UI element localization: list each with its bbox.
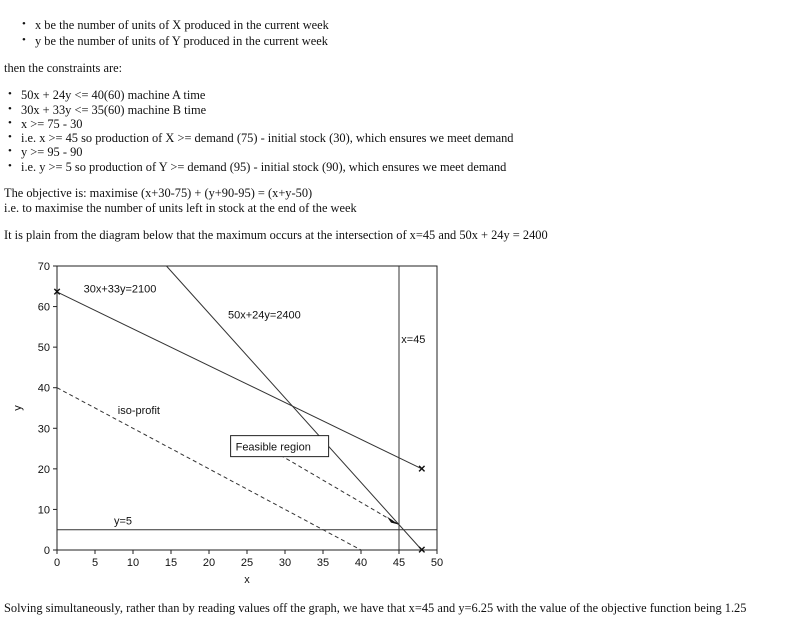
- series-label-2: x=45: [401, 334, 426, 347]
- label-layer: [84, 283, 426, 527]
- constraint-machine-a: • 50x + 24y <= 40(60) machine A time: [21, 88, 205, 103]
- axis-ticks-layer: [38, 261, 443, 569]
- x-tick-label-9: 45: [392, 557, 406, 569]
- plot-frame: [57, 266, 437, 550]
- x-tick-label-8: 40: [354, 557, 368, 569]
- series-label-3: y=5: [114, 515, 133, 528]
- x-axis-label: x: [244, 574, 250, 586]
- objective-line-1: The objective is: maximise (x+30-75) + (y+90-95) = (x+y-50): [4, 186, 313, 200]
- constraints-intro: then the constraints are:: [4, 61, 123, 75]
- x-tick-label-7: 35: [316, 557, 330, 569]
- y-axis-label: y: [12, 405, 24, 411]
- chart-svg: [0, 250, 470, 595]
- series-layer: [57, 266, 437, 550]
- x-tick-label-5: 25: [240, 557, 254, 569]
- x-tick-label-2: 10: [126, 557, 140, 569]
- definition-y: • y be the number of units of Y produced in the current week: [35, 34, 328, 49]
- constraint-y-explanation: • i.e. y >= 5 so production of Y >= demand (95) - initial stock (90), which ensures we meet demand: [21, 160, 506, 175]
- x-tick-label-10: 50: [430, 557, 444, 569]
- linear-programming-chart: [0, 250, 470, 595]
- series-line-1: [166, 266, 421, 550]
- x-tick-label-6: 30: [278, 557, 292, 569]
- y-tick-label-3: 30: [37, 423, 50, 436]
- marker-layer: [53, 284, 426, 557]
- y-tick-label-4: 40: [37, 382, 50, 395]
- x-tick-label-3: 15: [164, 557, 178, 569]
- marker-0: ×: [53, 283, 61, 299]
- y-tick-label-0: 0: [43, 545, 50, 557]
- constraint-machine-b: • 30x + 33y <= 35(60) machine B time: [21, 103, 206, 118]
- conclusion: Solving simultaneously, rather than by reading values off the graph, we have that x=45 and y=6.25 with the value of the objective function being 1.25: [4, 601, 747, 615]
- x-tick-label-4: 20: [202, 557, 216, 569]
- constraint-x-explanation: • i.e. x >= 45 so production of X >= demand (75) - initial stock (30), which ensures we meet demand: [21, 131, 514, 146]
- series-label-4: iso-profit: [117, 405, 160, 418]
- definition-x: • x be the number of units of X produced in the current week: [35, 18, 329, 33]
- marker-2: ×: [418, 542, 426, 557]
- marker-1: ×: [418, 460, 426, 476]
- y-tick-label-7: 70: [37, 261, 50, 273]
- x-tick-label-0: 0: [53, 557, 61, 569]
- series-line-4: [57, 388, 361, 550]
- objective-line-2: i.e. to maximise the number of units left in stock at the end of the week: [4, 201, 357, 215]
- y-tick-label-1: 10: [37, 504, 50, 517]
- constraint-x-demand: • x >= 75 - 30: [21, 117, 82, 132]
- x-tick-label-1: 5: [91, 557, 99, 569]
- constraint-y-demand: • y >= 95 - 90: [21, 145, 82, 160]
- diagram-sentence: It is plain from the diagram below that the maximum occurs at the intersection of x=45 and 50x + 24y = 2400: [4, 228, 548, 242]
- series-label-1: 50x+24y=2400: [228, 309, 301, 322]
- y-tick-label-6: 60: [37, 301, 50, 314]
- series-label-0: 30x+33y=2100: [83, 283, 157, 296]
- y-tick-label-5: 50: [37, 342, 50, 355]
- feasible-region-label: Feasible region: [235, 441, 311, 454]
- y-tick-label-2: 20: [37, 463, 50, 476]
